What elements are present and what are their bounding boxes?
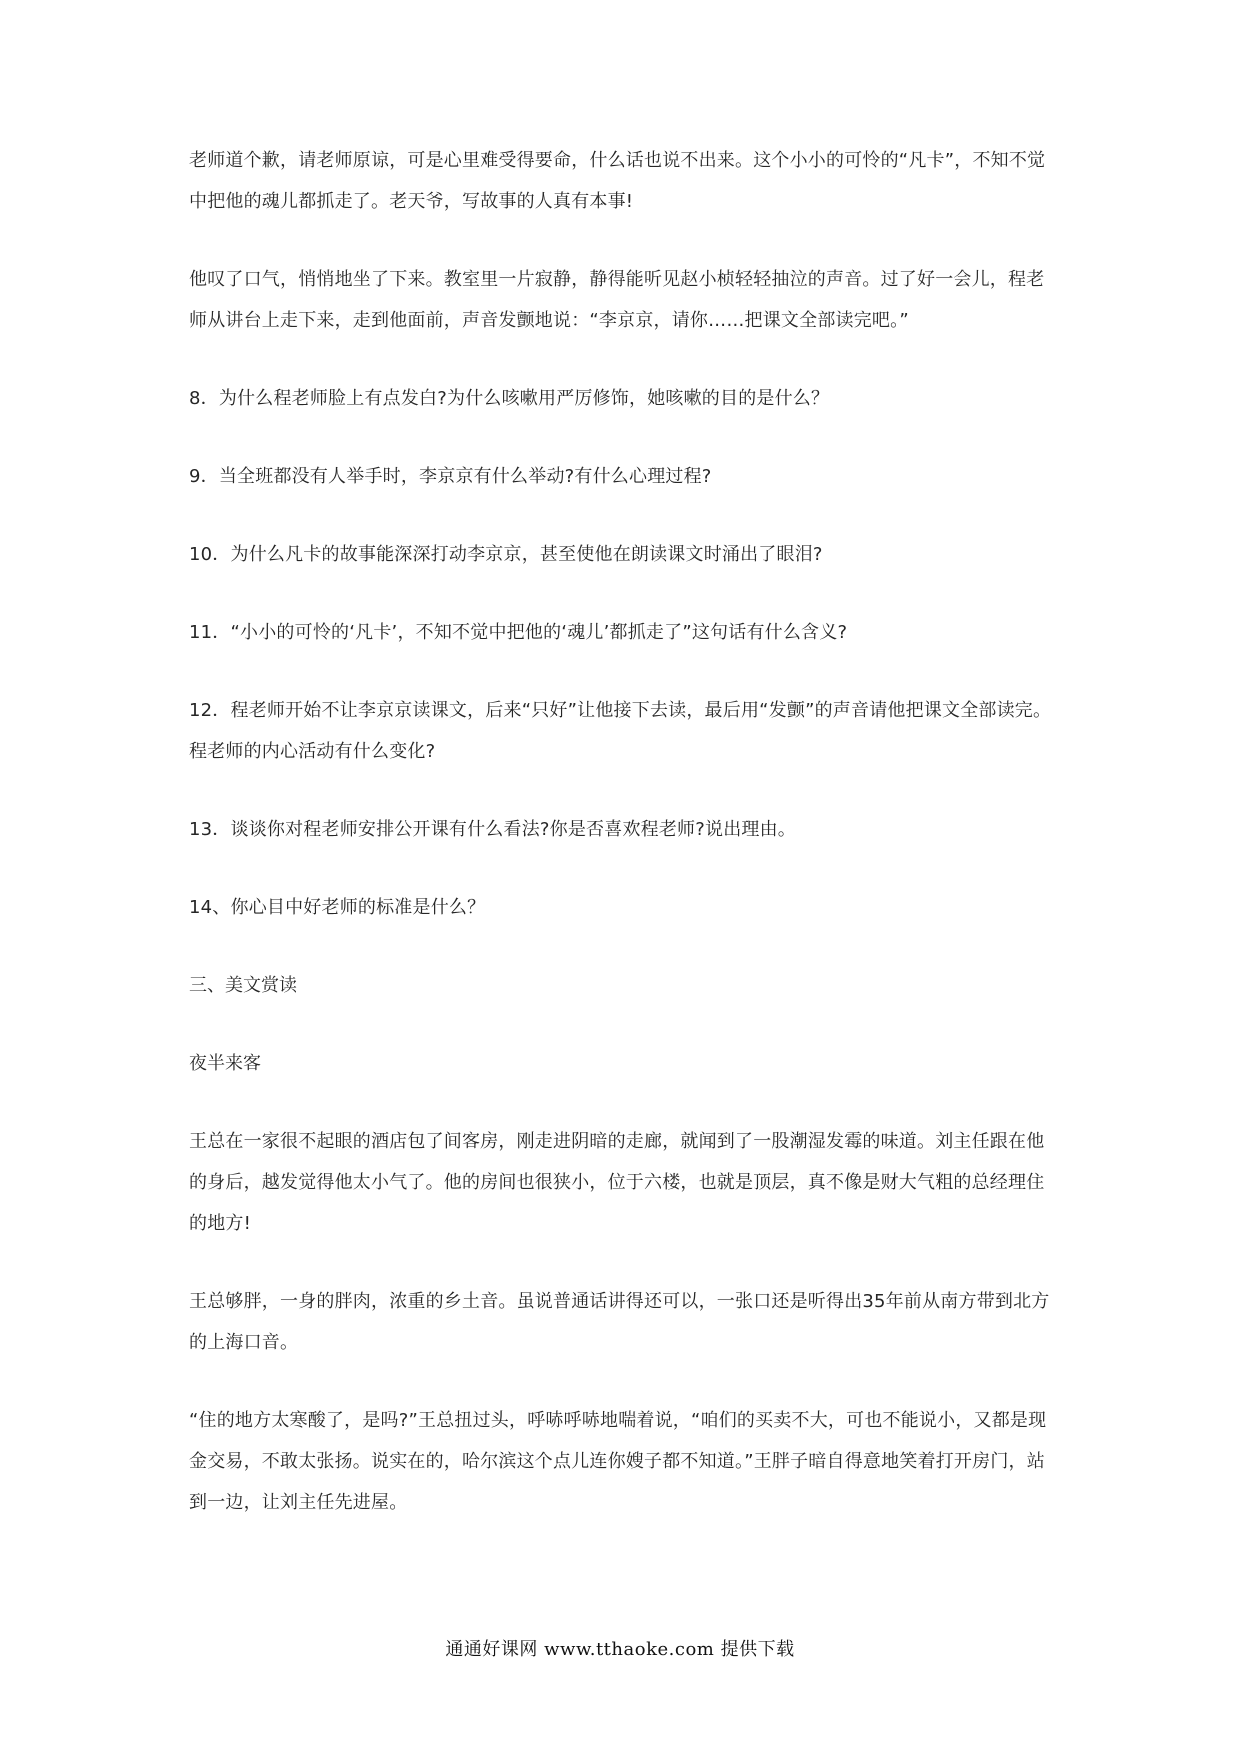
paragraph-1: 老师道个歉，请老师原谅，可是心里难受得要命，什么话也说不出来。这个小小的可怜的“凡卡”，不知不觉中把他的魂儿都抓走了。老天爷，写故事的人真有本事! xyxy=(189,150,1046,212)
story-paragraph-3: “住的地方太寒酸了，是吗?”王总扭过头，呼哧呼哧地喘着说，“咱们的买卖不大，可也不能说小，又都是现金交易，不敢太张扬。说实在的，哈尔滨这个点儿连你嫂子都不知道。”王胖子暗自得意地笑着打开房门，站到一边，让刘主任先进屋。 xyxy=(189,1410,1047,1513)
story-paragraph-1: 王总在一家很不起眼的酒店包了间客房，刚走进阴暗的走廊，就闻到了一股潮湿发霉的味道。刘主任跟在他的身后，越发觉得他太小气了。他的房间也很狭小，位于六楼，也就是顶层，真不像是财大气粗的总经理住的地方! xyxy=(189,1131,1045,1234)
section-heading: 三、美文赏读 xyxy=(189,975,297,996)
question-12: 12．程老师开始不让李京京读课文，后来“只好”让他接下去读，最后用“发颤”的声音请他把课文全部读完。程老师的内心活动有什么变化? xyxy=(189,700,1052,762)
question-8: 8．为什么程老师脸上有点发白?为什么咳嗽用严厉修饰，她咳嗽的目的是什么？ xyxy=(189,388,830,409)
story-paragraph-2: 王总够胖，一身的胖肉，浓重的乡土音。虽说普通话讲得还可以，一张口还是听得出35年前从南方带到北方的上海口音。 xyxy=(189,1291,1050,1353)
question-13: 13．谈谈你对程老师安排公开课有什么看法?你是否喜欢程老师?说出理由。 xyxy=(189,819,797,840)
document-body xyxy=(189,140,1059,1560)
paragraph-2: 他叹了口气，悄悄地坐了下来。教室里一片寂静，静得能听见赵小桢轻轻抽泣的声音。过了好一会儿，程老师从讲台上走下来，走到他面前，声音发颤地说：“李京京，请你……把课文全部读完吧。” xyxy=(189,269,1045,331)
question-9: 9．当全班都没有人举手时，李京京有什么举动?有什么心理过程? xyxy=(189,466,712,487)
story-title: 夜半来客 xyxy=(189,1053,261,1074)
question-14: 14、你心目中好老师的标准是什么？ xyxy=(189,897,486,918)
question-10: 10．为什么凡卡的故事能深深打动李京京，甚至使他在朗读课文时涌出了眼泪? xyxy=(189,544,823,565)
question-11: 11．“小小的可怜的‘凡卡’，不知不觉中把他的‘魂儿’都抓走了”这句话有什么含义? xyxy=(189,622,848,643)
page-footer: 通通好课网 www.tthaoke.com 提供下载 xyxy=(445,1639,795,1660)
